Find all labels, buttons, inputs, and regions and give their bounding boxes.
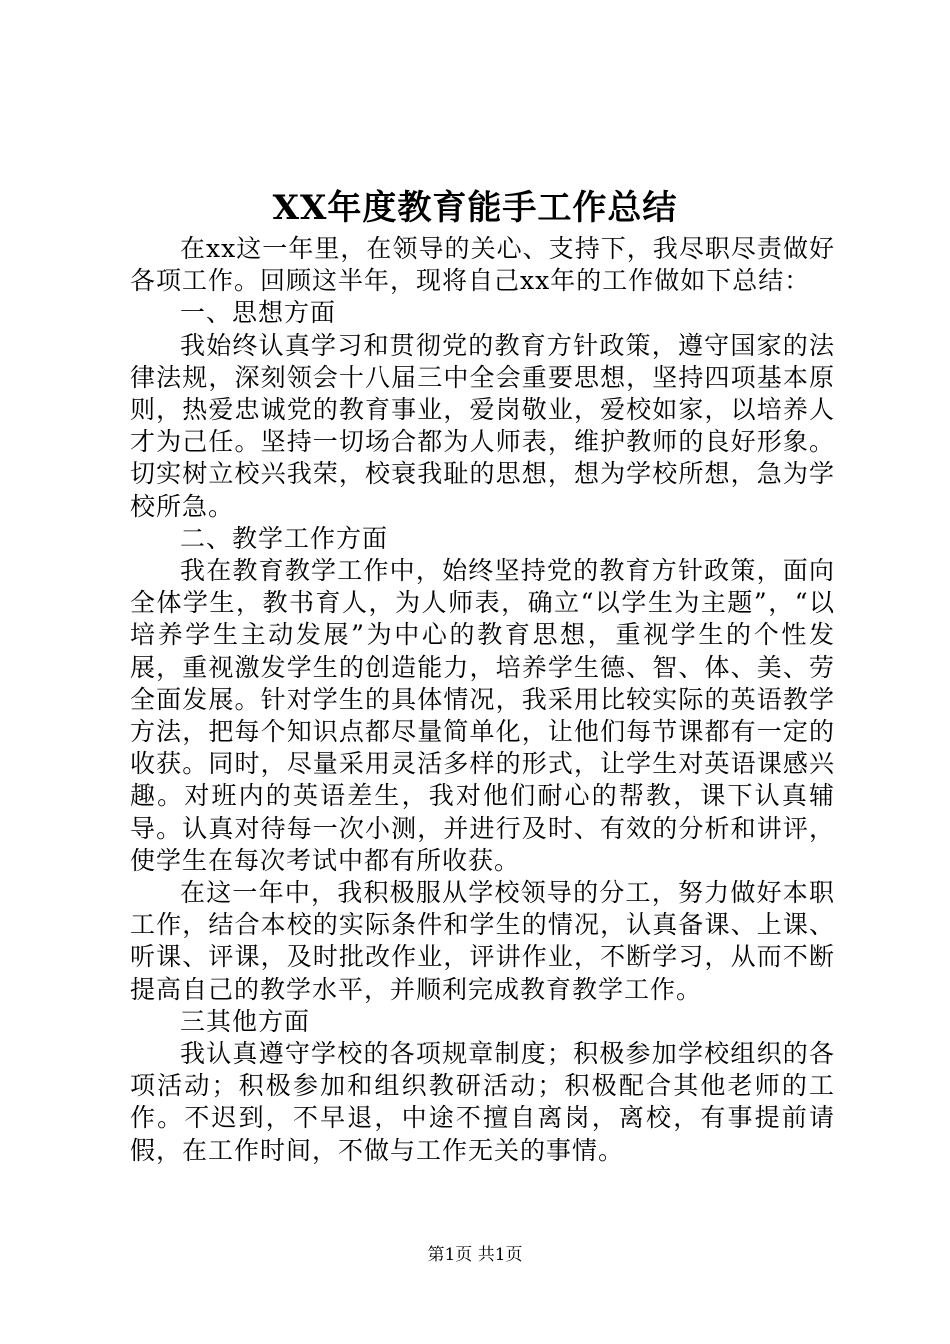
intro-paragraph: 在xx这一年里，在领导的关心、支持下，我尽职尽责做好各项工作。回顾这半年，现将自己xx年的工作做如下总结：: [130, 234, 835, 296]
document-title: XX年度教育能手工作总结: [272, 188, 678, 228]
page-footer: 第1页 共1页: [427, 1245, 523, 1265]
section-heading-thought: 一、思想方面: [180, 298, 337, 328]
section-paragraph-teaching-2: 在这一年中，我积极服从学校领导的分工，努力做好本职工作，结合本校的实际条件和学生的情况，认真备课、上课、听课、评课，及时批改作业，评讲作业，不断学习，从而不断提高自己的教学水平，并顺利完成教育教学工作。: [130, 878, 835, 1004]
section-heading-other: 三其他方面: [180, 1006, 311, 1036]
section-paragraph-other: 我认真遵守学校的各项规章制度；积极参加学校组织的各项活动；积极参加和组织教研活动；积极配合其他老师的工作。不迟到，不早退，中途不擅自离岗，离校，有事提前请假，在工作时间，不做与工作无关的事情。: [130, 1039, 835, 1165]
section-paragraph-thought: 我始终认真学习和贯彻党的教育方针政策，遵守国家的法律法规，深刻领会十八届三中全会重要思想，坚持四项基本原则，热爱忠诚党的教育事业，爱岗敬业，爱校如家，以培养人才为己任。坚持一切场合都为人师表，维护教师的良好形象。切实树立校兴我荣，校衰我耻的思想，想为学校所想，急为学校所急。: [130, 330, 835, 521]
section-heading-teaching: 二、教学工作方面: [180, 523, 389, 553]
document-body: [130, 233, 835, 1167]
section-paragraph-teaching-1: 我在教育教学工作中，始终坚持党的教育方针政策，面向全体学生，教书育人，为人师表，确立“以学生为主题”，“以培养学生主动发展”为中心的教育思想，重视学生的个性发展，重视激发学生的创造能力，培养学生德、智、体、美、劳全面发展。针对学生的具体情况，我采用比较实际的英语教学方法，把每个知识点都尽量简单化，让他们每节课都有一定的收获。同时，尽量采用灵活多样的形式，让学生对英语课感兴趣。对班内的英语差生，我对他们耐心的帮教，课下认真辅导。认真对待每一次小测，并进行及时、有效的分析和讲评，使学生在每次考试中都有所收获。: [130, 556, 835, 875]
